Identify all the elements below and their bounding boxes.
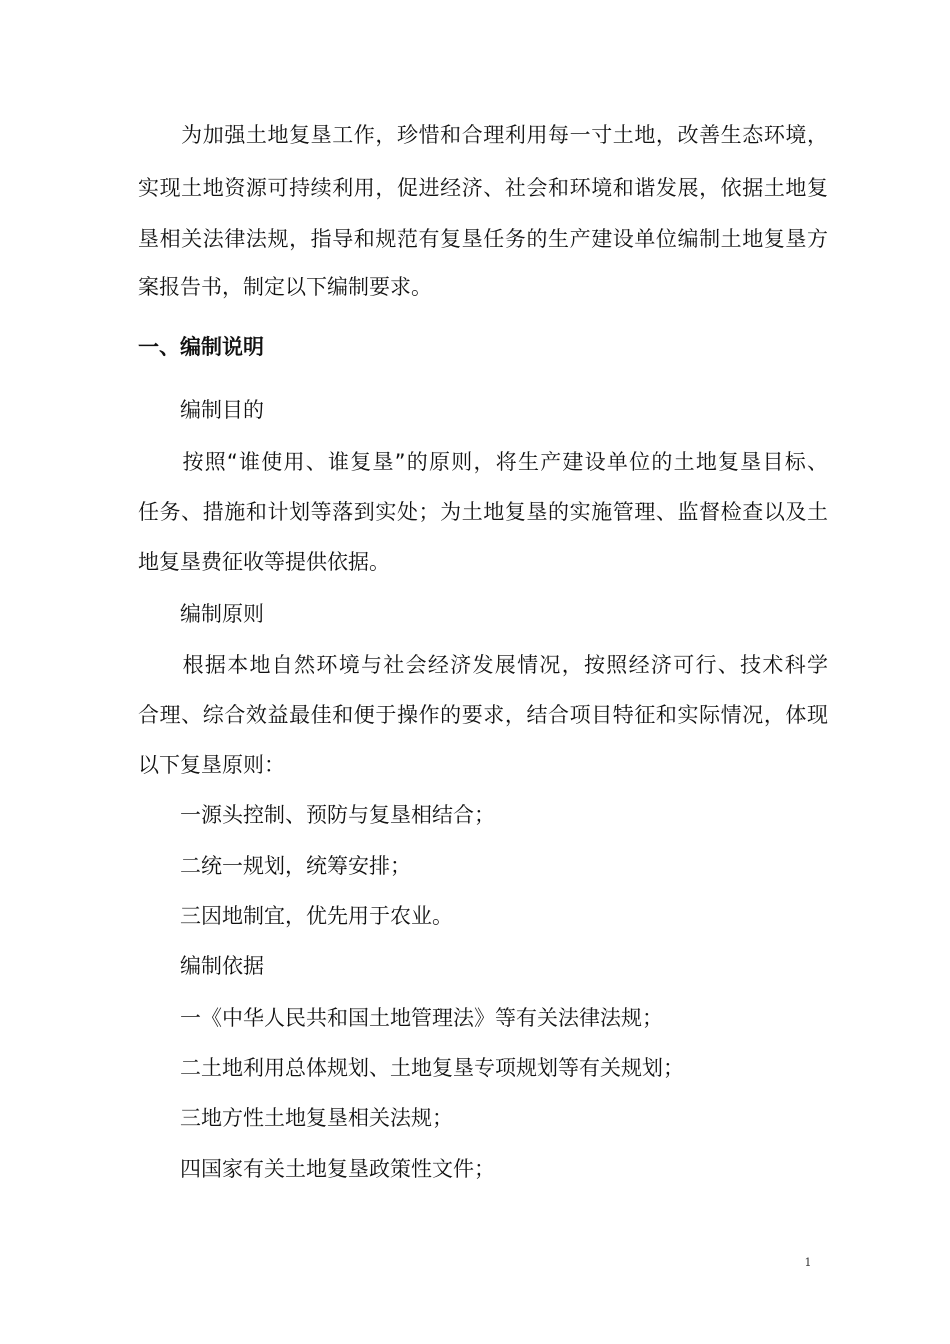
page-number: 1 [804, 1256, 812, 1269]
principles-line-1: 根据本地自然环境与社会经济发展情况，按照经济可行、技术科学 [138, 653, 828, 677]
principles-title: 编制原则 [138, 602, 264, 626]
principle-item-2: 二统一规划，统筹安排； [138, 854, 411, 878]
basis-title: 编制依据 [138, 954, 264, 978]
intro-line-1: 为加强土地复垦工作，珍惜和合理利用每一寸土地，改善生态环境， [138, 123, 828, 147]
intro-line-3: 垦相关法律法规，指导和规范有复垦任务的生产建设单位编制土地复垦方 [138, 227, 828, 251]
basis-item-3: 三地方性土地复垦相关法规； [138, 1106, 453, 1130]
principles-line-2: 合理、综合效益最佳和便于操作的要求，结合项目特征和实际情况，体现 [138, 703, 828, 727]
purpose-line-3: 地复垦费征收等提供依据。 [138, 550, 390, 574]
purpose-title: 编制目的 [138, 398, 264, 422]
purpose-line-2: 任务、措施和计划等落到实处；为土地复垦的实施管理、监督检查以及土 [138, 500, 828, 524]
purpose-line-1: 按照“谁使用、谁复垦”的原则，将生产建设单位的土地复垦目标、 [138, 450, 828, 474]
principle-item-3: 三因地制宜，优先用于农业。 [138, 904, 453, 928]
principles-line-3: 以下复垦原则： [138, 753, 285, 777]
basis-item-4: 四国家有关土地复垦政策性文件； [138, 1157, 495, 1181]
basis-item-2: 二土地利用总体规划、土地复垦专项规划等有关规划； [138, 1056, 684, 1080]
intro-line-2: 实现土地资源可持续利用，促进经济、社会和环境和谐发展，依据土地复 [138, 176, 828, 200]
principle-item-1: 一源头控制、预防与复垦相结合； [138, 803, 495, 827]
intro-line-4: 案报告书，制定以下编制要求。 [138, 275, 432, 299]
basis-item-1: 一《中华人民共和国土地管理法》等有关法律法规； [138, 1006, 663, 1030]
section-heading: 一、编制说明 [138, 335, 264, 359]
